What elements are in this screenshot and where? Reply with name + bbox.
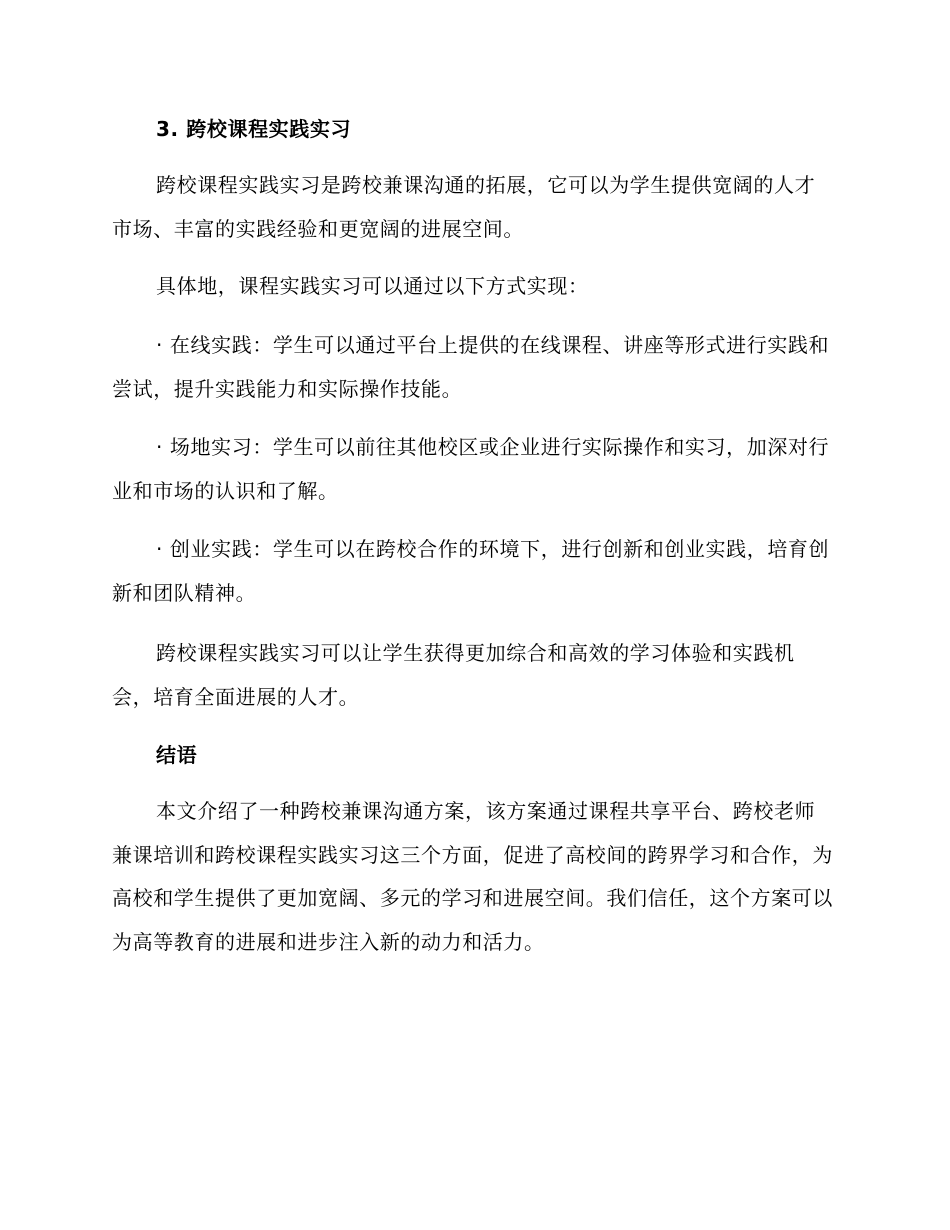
bullet-startup-practice: · 创业实践：学生可以在跨校合作的环境下，进行创新和创业实践，培育创新和团队精神。 [112,537,830,605]
bullet-site-internship: · 场地实习：学生可以前往其他校区或企业进行实际操作和实习，加深对行业和市场的认识和了解。 [112,435,830,503]
ways-intro-paragraph: 具体地，课程实践实习可以通过以下方式实现： [156,274,589,298]
conclusion-heading: 结语 [156,743,198,767]
intro-paragraph: 跨校课程实践实习是跨校兼课沟通的拓展，它可以为学生提供宽阔的人才市场、丰富的实践经验和更宽阔的进展空间。 [112,173,816,241]
section-heading: 3. 跨校课程实践实习 [156,117,352,141]
conclusion-paragraph: 本文介绍了一种跨校兼课沟通方案，该方案通过课程共享平台、跨校老师兼课培训和跨校课程实践实习这三个方面，促进了高校间的跨界学习和合作，为高校和学生提供了更加宽阔、多元的学习和进展空间。我们信任，这个方案可以为高等教育的进展和进步注入新的动力和活力。 [112,799,833,954]
bullet-online-practice: · 在线实践：学生可以通过平台上提供的在线课程、讲座等形式进行实践和尝试，提升实践能力和实际操作技能。 [112,333,830,401]
summary-paragraph: 跨校课程实践实习可以让学生获得更加综合和高效的学习体验和实践机会，培育全面进展的人才。 [112,641,795,709]
